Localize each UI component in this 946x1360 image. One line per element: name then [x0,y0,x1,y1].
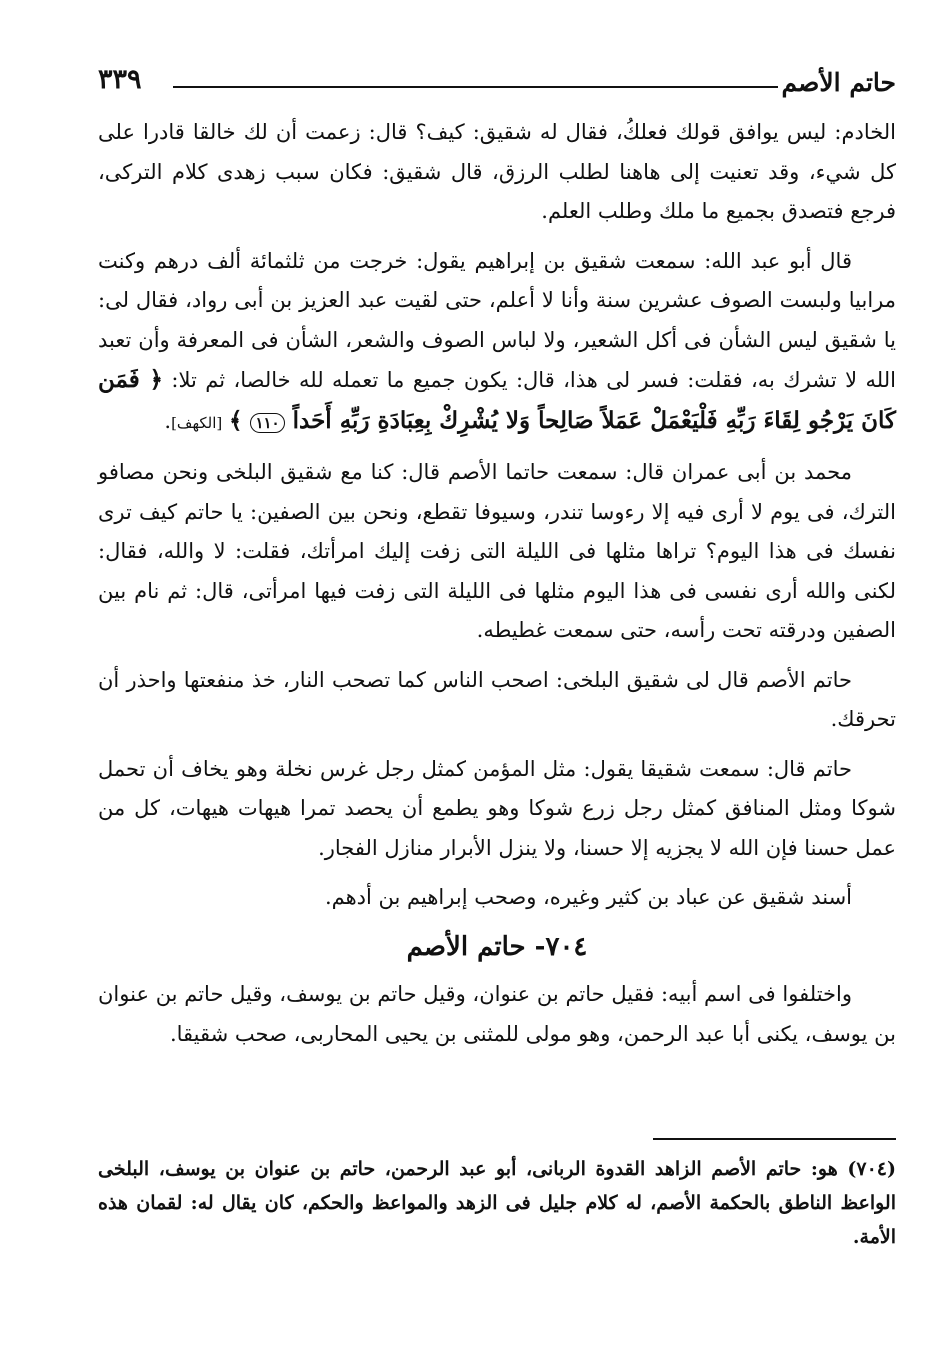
paragraph: حاتم الأصم قال لى شقيق البلخى: اصحب الناس كما تصحب النار، خذ منفعتها واحذر أن تحرقك. [98,667,896,731]
paragraph: محمد بن أبى عمران قال: سمعت حاتما الأصم قال: كنا مع شقيق البلخى ونحن مصافو الترك، فى يوم لا أرى فيه إلا رءوسا تندر، وسيوفا تقطع، ونحن بين الصفين: يا حاتم كيف ترى نفسك فى هذا اليوم؟ تراها مثلها فى الليلة التى زفت إليك امرأتك، فقلت: لا والله، فقال: لكنى والله أرى نفسى فى هذا اليوم مثلها فى الليلة التى زفت فيها امرأتى، قال: ثم نام بين الصفين ودرقته تحت رأسه، حتى سمعت غطيطه. [98,460,896,642]
running-title: حاتم الأصم [781,68,896,97]
verse-number: ١١٠ [250,413,284,433]
page-number: ٣٣٩ [98,64,142,95]
section-paragraph: واختلفوا فى اسم أبيه: فقيل حاتم بن عنوان، وقيل حاتم بن يوسف، وقيل حاتم بن عنوان بن يوسف، يكنى أبا عبد الرحمن، وهو مولى للمثنى بن يحيى المحاربى، صحب شقيقا. [98,982,896,1046]
paragraph [98,242,896,444]
paragraph-text: قال أبو عبد الله: سمعت شقيق بن إبراهيم يقول: خرجت من ثلثمائة ألف درهم وكنت مرابيا ولبست الصوف عشرين سنة وأنا لا أعلم، حتى لقيت عبد العزيز بن أبى رواد، فقال لى: يا شقيق ليس الشأن فى أكل الشعير، ولا لباس الصوف والشعر، الشأن فى المعرفة وأن تعبد الله لا تشرك به، فقلت: فسر لى هذا، قال: يكون جميع ما تعمله لله خالصا، ثم تلا: [98,248,896,392]
footnote-rule [653,1138,896,1140]
body-text [98,113,896,1064]
header-rule [173,86,778,88]
quran-verse-text: ﴿ فَمَن كَانَ يَرْجُو لِقَاءَ رَبِّهِ فَلْيَعْمَلْ عَمَلاً صَالِحاً وَلا يُشْرِكْ بِعِبَادَةِ رَبِّهِ أَحَداً [98,366,896,434]
quran-close-bracket: ﴾ [228,406,243,434]
paragraph: حاتم قال: سمعت شقيقا يقول: مثل المؤمن كمثل رجل غرس نخلة وهو يخاف أن تحمل شوكا ومثل المنافق كمثل رجل زرع شوكا وهو يطمع أن يحصد تمرا هيهات هيهات، كل من عمل حسنا فإن الله لا يجزيه إلا حسنا، ولا ينزل الأبرار منازل الفجار. [98,756,896,860]
paragraph: أسند شقيق عن عباد بن كثير وغيره، وصحب إبراهيم بن أدهم. [324,885,852,909]
surah-reference: [الكهف] [171,413,223,432]
section-heading: ٧٠٤- حاتم الأصم [406,931,588,962]
footnote: (٧٠٤) هو: حاتم الأصم الزاهد القدوة الربانى، أبو عبد الرحمن، حاتم بن عنوان بن يوسف، البلخى الواعظ الناطق بالحكمة الأصم، له كلام جليل فى الزهد والمواعظ والحكم، كان يقال له: لقمان هذه الأمة. [98,1158,896,1248]
verse-end: . [164,408,172,433]
paragraph: الخادم: ليس يوافق قولك فعلكُ، فقال له شقيق: كيف؟ قال: زعمت أن لك خالقا قادرا على كل شيء، وقد تعنيت إلى هاهنا لطلب الرزق، قال شقيق: فكان سبب زهدى كلام التركى، فرجع فتصدق بجميع ما ملك وطلب العلم. [98,120,896,223]
page-header [98,64,896,108]
